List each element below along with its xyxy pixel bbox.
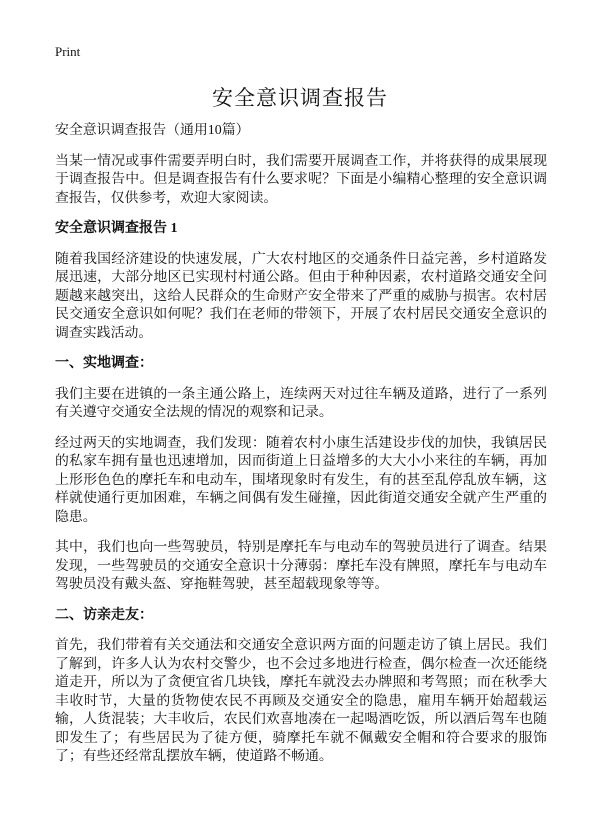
section-heading: 安全意识调查报告 1 xyxy=(55,221,178,236)
paragraph: 随着我国经济建设的快速发展，广大农村地区的交通条件日益完善，乡村道路发展迅速，大部分地区已实现村村通公路。但由于种种因素，农村道路交通安全问题越来越突出，这给人民群众的生命财产安全带来了严重的威胁与损害。农村居民交通安全意识如何呢？我们在老师的带领下，开展了农村居民交通安全意识的调查实践活动。 xyxy=(55,251,547,341)
paragraph: 首先，我们带着有关交通法和交通安全意识两方面的问题走访了镇上居民。我们了解到，许多人认为农村交警少，也不会过多地进行检查，偶尔检查一次还能绕道走开，所以为了贪便宜省几块钱，摩托车就没去办牌照和考驾照；而在秋季大丰收时节，大量的货物使农民不再顾及交通安全的隐患，雇用车辆开始超载运输，人货混装；大丰收后，农民们欢喜地凑在一起喝酒吃饭，所以酒后驾车也随即发生了；有些居民为了徒方便，骑摩托车就不佩戴安全帽和符合要求的服饰了；有些还经常乱摆放车辆，使道路不畅通。 xyxy=(55,638,547,764)
part2-heading: 二、访亲走友： xyxy=(55,607,153,623)
intro-paragraph: 当某一情况或事件需要弄明白时，我们需要开展调查工作，并将获得的成果展现于调查报告中。但是调查报告有什么要求呢？下面是小编精心整理的安全意识调查报告，仅供参考，欢迎大家阅读。 xyxy=(55,153,547,206)
paragraph: 其中，我们也向一些驾驶员，特别是摩托车与电动车的驾驶员进行了调查。结果发现，一些驾驶员的交通安全意识十分薄弱：摩托车没有牌照，摩托车与电动车驾驶员没有戴头盔、穿拖鞋驾驶，甚至超载现象等等。 xyxy=(55,540,547,592)
paragraph: 经过两天的实地调查，我们发现：随着农村小康生活建设步伐的加快，我镇居民的私家车拥有量也迅速增加，因而街道上日益增多的大大小小来往的车辆，再加上形形色色的摩托车和电动车，围堵现象时有发生，有的甚至乱停乱放车辆，这样就使通行更加困难，车辆之间偶有发生碰撞，因此街道交通安全就产生严重的隐患。 xyxy=(55,435,547,525)
page-title: 安全意识调查报告 xyxy=(212,86,388,110)
part1-heading: 一、实地调查： xyxy=(55,356,153,371)
print-label[interactable]: Print xyxy=(55,44,81,59)
paragraph: 我们主要在进镇的一条主通公路上，连续两天对过往车辆及道路，进行了一系列有关遵守交通安全法规的情况的观察和记录。 xyxy=(55,386,547,420)
subtitle: 安全意识调查报告（通用10篇） xyxy=(55,123,250,138)
document-body xyxy=(55,122,547,779)
